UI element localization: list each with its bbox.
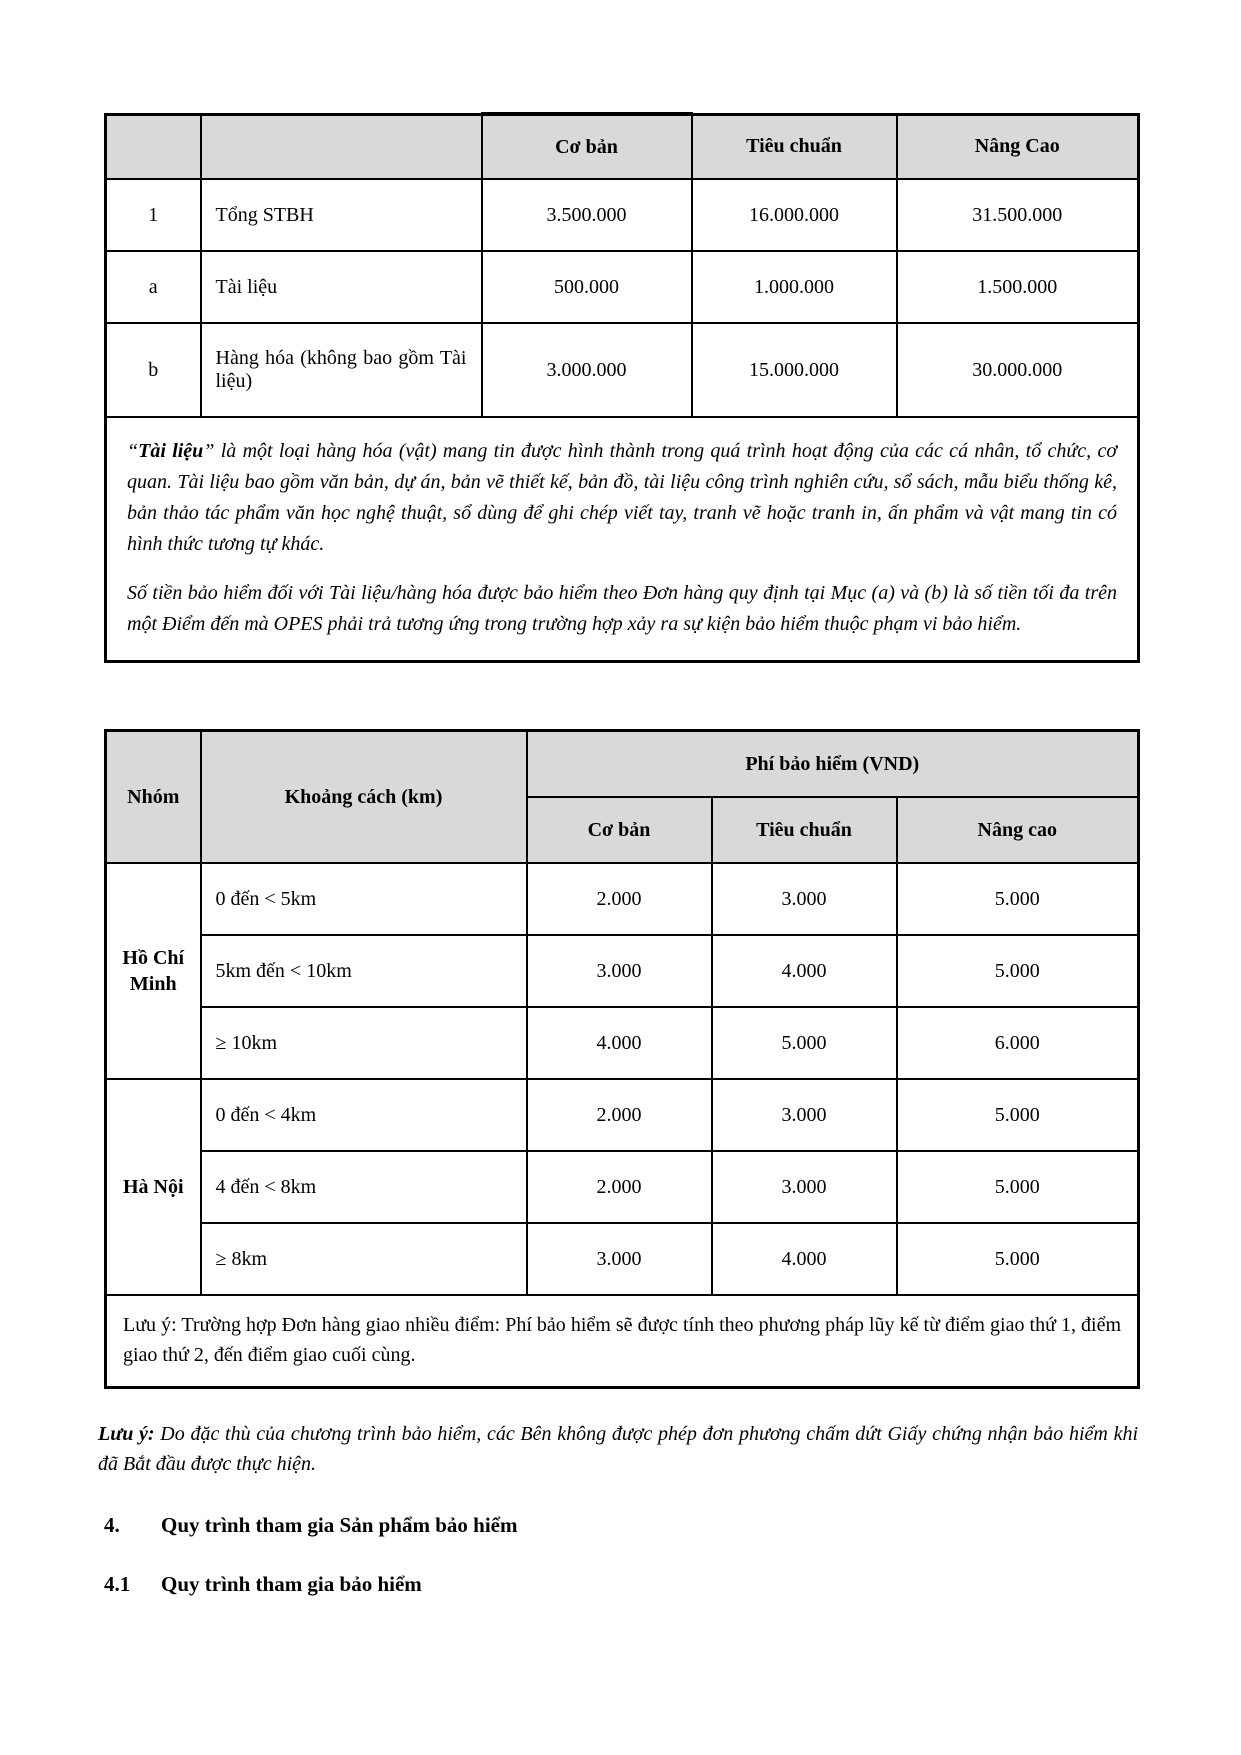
cell-value: 6.000: [897, 1007, 1139, 1079]
cell-value: 3.000: [712, 1151, 897, 1223]
subheader-tieu-chuan: Tiêu chuẩn: [712, 797, 897, 863]
distance-label: 0 đến < 4km: [201, 1079, 527, 1151]
table-row: [106, 935, 1139, 1007]
header-phi-bao-hiem: Phí bảo hiểm (VND): [527, 731, 1139, 798]
cell-value: 5.000: [712, 1007, 897, 1079]
cell-value: 2.000: [527, 1079, 712, 1151]
cell-value: 500.000: [482, 251, 692, 323]
cell-value: 16.000.000: [692, 179, 897, 251]
row-label: Hàng hóa (không bao gồm Tài liệu): [201, 323, 482, 417]
definition-note-cell: [106, 417, 1139, 662]
header-khoang-cach: Khoảng cách (km): [201, 731, 527, 864]
heading-number: 4.: [104, 1513, 120, 1537]
header-empty-1: [106, 114, 201, 179]
cell-value: 1.000.000: [692, 251, 897, 323]
cell-value: 2.000: [527, 863, 712, 935]
premium-table: [104, 729, 1140, 1389]
subheader-nang-cao: Nâng cao: [897, 797, 1139, 863]
row-index: 1: [106, 179, 201, 251]
cell-value: 3.000: [527, 935, 712, 1007]
cell-value: 3.000.000: [482, 323, 692, 417]
table-row: [106, 1079, 1139, 1151]
cell-value: 3.000: [712, 1079, 897, 1151]
table-row: [106, 1223, 1139, 1295]
cell-value: 5.000: [897, 1151, 1139, 1223]
termination-note: Lưu ý: Do đặc thù của chương trình bảo hiểm, các Bên không được phép đơn phương chấm dứt Giấy chứng nhận bảo hiểm khi đã Bắt đầu được thực hiện.: [98, 1423, 1139, 1475]
cell-value: 15.000.000: [692, 323, 897, 417]
sum-insured-note: Số tiền bảo hiểm đối với Tài liệu/hàng hóa được bảo hiểm theo Đơn hàng quy định tại Mục (a) và (b) là số tiền tối đa trên một Điểm đến mà OPES phải trả tương ứng trong trường hợp xảy ra sự kiện bảo hiểm thuộc phạm vi bảo hiểm.: [127, 582, 1117, 635]
table-row: [106, 323, 1139, 417]
row-label: Tài liệu: [201, 251, 482, 323]
group-ho-chi-minh: Hồ Chí Minh: [106, 863, 201, 1079]
cell-value: 4.000: [712, 1223, 897, 1295]
distance-label: ≥ 10km: [201, 1007, 527, 1079]
cell-value: 4.000: [712, 935, 897, 1007]
cell-value: 3.000: [712, 863, 897, 935]
table-row: [106, 179, 1139, 251]
header-tieu-chuan: Tiêu chuẩn: [692, 114, 897, 179]
cell-value: 1.500.000: [897, 251, 1139, 323]
subheader-co-ban: Cơ bản: [527, 797, 712, 863]
note-lead: Lưu ý:: [98, 1423, 155, 1445]
table-row: [106, 1007, 1139, 1079]
distance-label: 5km đến < 10km: [201, 935, 527, 1007]
tai-lieu-term: Tài liệu: [138, 440, 204, 462]
cell-value: 5.000: [897, 1223, 1139, 1295]
section-heading-4-1: [104, 1572, 1137, 1597]
row-label: Tổng STBH: [201, 179, 482, 251]
table-note-row: [106, 417, 1139, 662]
distance-label: 0 đến < 5km: [201, 863, 527, 935]
heading-text: Quy trình tham gia bảo hiểm: [161, 1572, 422, 1596]
row-index: b: [106, 323, 201, 417]
header-nang-cao: Nâng Cao: [897, 114, 1139, 179]
cell-value: 30.000.000: [897, 323, 1139, 417]
cell-value: 4.000: [527, 1007, 712, 1079]
table-row: [106, 1151, 1139, 1223]
premium-note-cell: Lưu ý: Trường hợp Đơn hàng giao nhiều điểm: Phí bảo hiểm sẽ được tính theo phương pháp lũy kế từ điểm giao thứ 1, điểm giao thứ 2, đến điểm giao cuối cùng.: [106, 1295, 1139, 1388]
cell-value: 31.500.000: [897, 179, 1139, 251]
page-content: [98, 112, 1139, 1597]
table-row: [106, 251, 1139, 323]
header-nhom: Nhóm: [106, 731, 201, 864]
table-note-row: [106, 1295, 1139, 1388]
section-heading-4: [104, 1513, 1137, 1538]
table-row: [106, 863, 1139, 935]
group-ha-noi: Hà Nội: [106, 1079, 201, 1295]
cell-value: 5.000: [897, 935, 1139, 1007]
table-header-row: [106, 114, 1139, 179]
cell-value: 3.000: [527, 1223, 712, 1295]
cell-value: 3.500.000: [482, 179, 692, 251]
tai-lieu-definition: “Tài liệu” là một loại hàng hóa (vật) mang tin được hình thành trong quá trình hoạt động của các cá nhân, tổ chức, cơ quan. Tài liệu bao gồm văn bản, dự án, bản vẽ thiết kế, bản đồ, tài liệu công trình nghiên cứu, sổ sách, mẫu biểu thống kê, bản thảo tác phẩm văn học nghệ thuật, sổ dùng để ghi chép viết tay, tranh vẽ hoặc tranh in, ấn phẩm và vật mang tin có hình thức tương tự khác.: [127, 440, 1117, 555]
header-empty-2: [201, 114, 482, 179]
premium-header-row-1: [106, 731, 1139, 798]
row-index: a: [106, 251, 201, 323]
heading-number: 4.1: [104, 1572, 131, 1596]
cell-value: 2.000: [527, 1151, 712, 1223]
distance-label: 4 đến < 8km: [201, 1151, 527, 1223]
heading-text: Quy trình tham gia Sản phẩm bảo hiểm: [161, 1513, 518, 1537]
cell-value: 5.000: [897, 863, 1139, 935]
header-co-ban: Cơ bản: [482, 114, 692, 179]
cell-value: 5.000: [897, 1079, 1139, 1151]
distance-label: ≥ 8km: [201, 1223, 527, 1295]
sum-insured-table: [104, 112, 1140, 663]
